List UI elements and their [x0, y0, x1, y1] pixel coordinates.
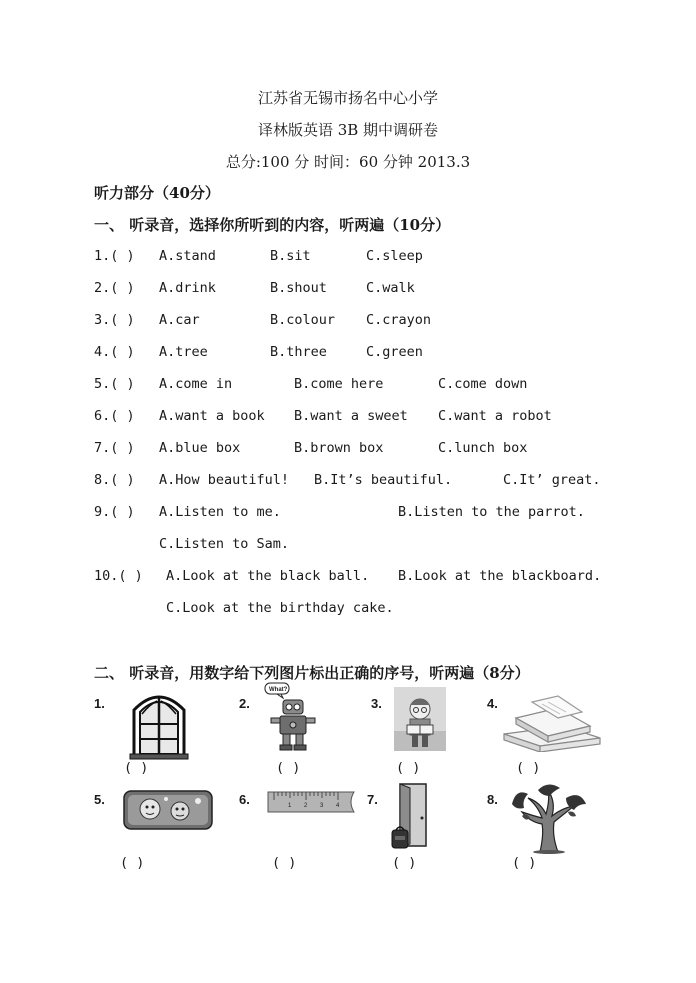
tree-icon [508, 782, 590, 854]
answer-blank-5[interactable]: ( ) [120, 855, 145, 871]
picture-number-5: 5. [94, 792, 105, 807]
option-c: C.Look at the birthday cake. [166, 600, 394, 616]
option-b: B.sit [270, 248, 311, 264]
option-a: A.blue box [159, 440, 241, 456]
question-number: 7.( ) [94, 440, 135, 456]
ruler-mark-4: 4 [336, 803, 340, 809]
option-b: B.It’s beautiful. [314, 472, 453, 488]
ruler-icon [266, 790, 356, 814]
answer-blank-6[interactable]: ( ) [272, 855, 297, 871]
option-c: C.come down [438, 376, 528, 392]
option-c: C.crayon [366, 312, 432, 328]
question-number: 1.( ) [94, 248, 135, 264]
boy-reading-icon [394, 687, 446, 751]
exam-title: 译林版英语 3B 期中调研卷 [257, 121, 439, 139]
picture-number-2: 2. [239, 696, 250, 711]
question-number: 3.( ) [94, 312, 135, 328]
option-a: A.How beautiful! [159, 472, 290, 488]
option-c: C.lunch box [438, 440, 528, 456]
question-number: 6.( ) [94, 408, 135, 424]
option-c: C.sleep [366, 248, 423, 264]
picture-number-6: 6. [239, 792, 250, 807]
option-b: B.Listen to the parrot. [398, 504, 585, 520]
option-a: A.drink [159, 280, 216, 296]
option-c: C.want a robot [438, 408, 552, 424]
option-c: C.walk [366, 280, 415, 296]
robot-icon [263, 682, 323, 754]
option-b: B.come here [294, 376, 384, 392]
option-b: B.Look at the blackboard. [398, 568, 602, 584]
picture-number-7: 7. [367, 792, 378, 807]
option-b: B.three [270, 344, 327, 360]
question-number: 2.( ) [94, 280, 135, 296]
section1-title: 一、 听录音，选择你所听到的内容，听两遍（10分） [94, 216, 451, 234]
question-number: 8.( ) [94, 472, 135, 488]
option-b: B.shout [270, 280, 327, 296]
option-a: A.tree [159, 344, 208, 360]
option-a: A.Listen to me. [159, 504, 281, 520]
option-a: A.stand [159, 248, 216, 264]
section2-title: 二、 听录音，用数字给下列图片标出正确的序号，听两遍（8分） [94, 664, 530, 682]
window-icon [128, 688, 190, 760]
option-c: C.It’ great. [503, 472, 601, 488]
answer-blank-3[interactable]: ( ) [396, 760, 421, 776]
question-number: 10.( ) [94, 568, 143, 584]
picture-number-3: 3. [371, 696, 382, 711]
option-a: A.Look at the black ball. [166, 568, 370, 584]
answer-blank-4[interactable]: ( ) [516, 760, 541, 776]
listening-title: 听力部分（40分） [94, 184, 220, 202]
option-b: B.colour [270, 312, 336, 328]
question-number: 9.( ) [94, 504, 135, 520]
picture-number-4: 4. [487, 696, 498, 711]
ruler-mark-1: 1 [288, 803, 292, 809]
door-bag-icon [390, 782, 436, 850]
ruler-mark-3: 3 [320, 803, 324, 809]
answer-blank-8[interactable]: ( ) [512, 855, 537, 871]
exam-info: 总分:100 分 时间：60 分钟 2013.3 [225, 153, 471, 171]
question-number: 4.( ) [94, 344, 135, 360]
answer-blank-7[interactable]: ( ) [392, 855, 417, 871]
answer-blank-1[interactable]: ( ) [124, 760, 149, 776]
ruler-mark-2: 2 [304, 803, 308, 809]
option-b: B.want a sweet [294, 408, 408, 424]
robot-speech-text: What? [269, 687, 288, 693]
school-name: 江苏省无锡市扬名中心小学 [257, 89, 438, 107]
option-a: A.want a book [159, 408, 265, 424]
option-c: C.green [366, 344, 423, 360]
pencil-case-icon [122, 787, 214, 831]
option-a: A.come in [159, 376, 233, 392]
books-icon [502, 694, 602, 752]
picture-number-8: 8. [487, 792, 498, 807]
answer-blank-2[interactable]: ( ) [276, 760, 301, 776]
option-c: C.Listen to Sam. [159, 536, 290, 552]
option-a: A.car [159, 312, 200, 328]
picture-number-1: 1. [94, 696, 105, 711]
question-number: 5.( ) [94, 376, 135, 392]
option-b: B.brown box [294, 440, 384, 456]
